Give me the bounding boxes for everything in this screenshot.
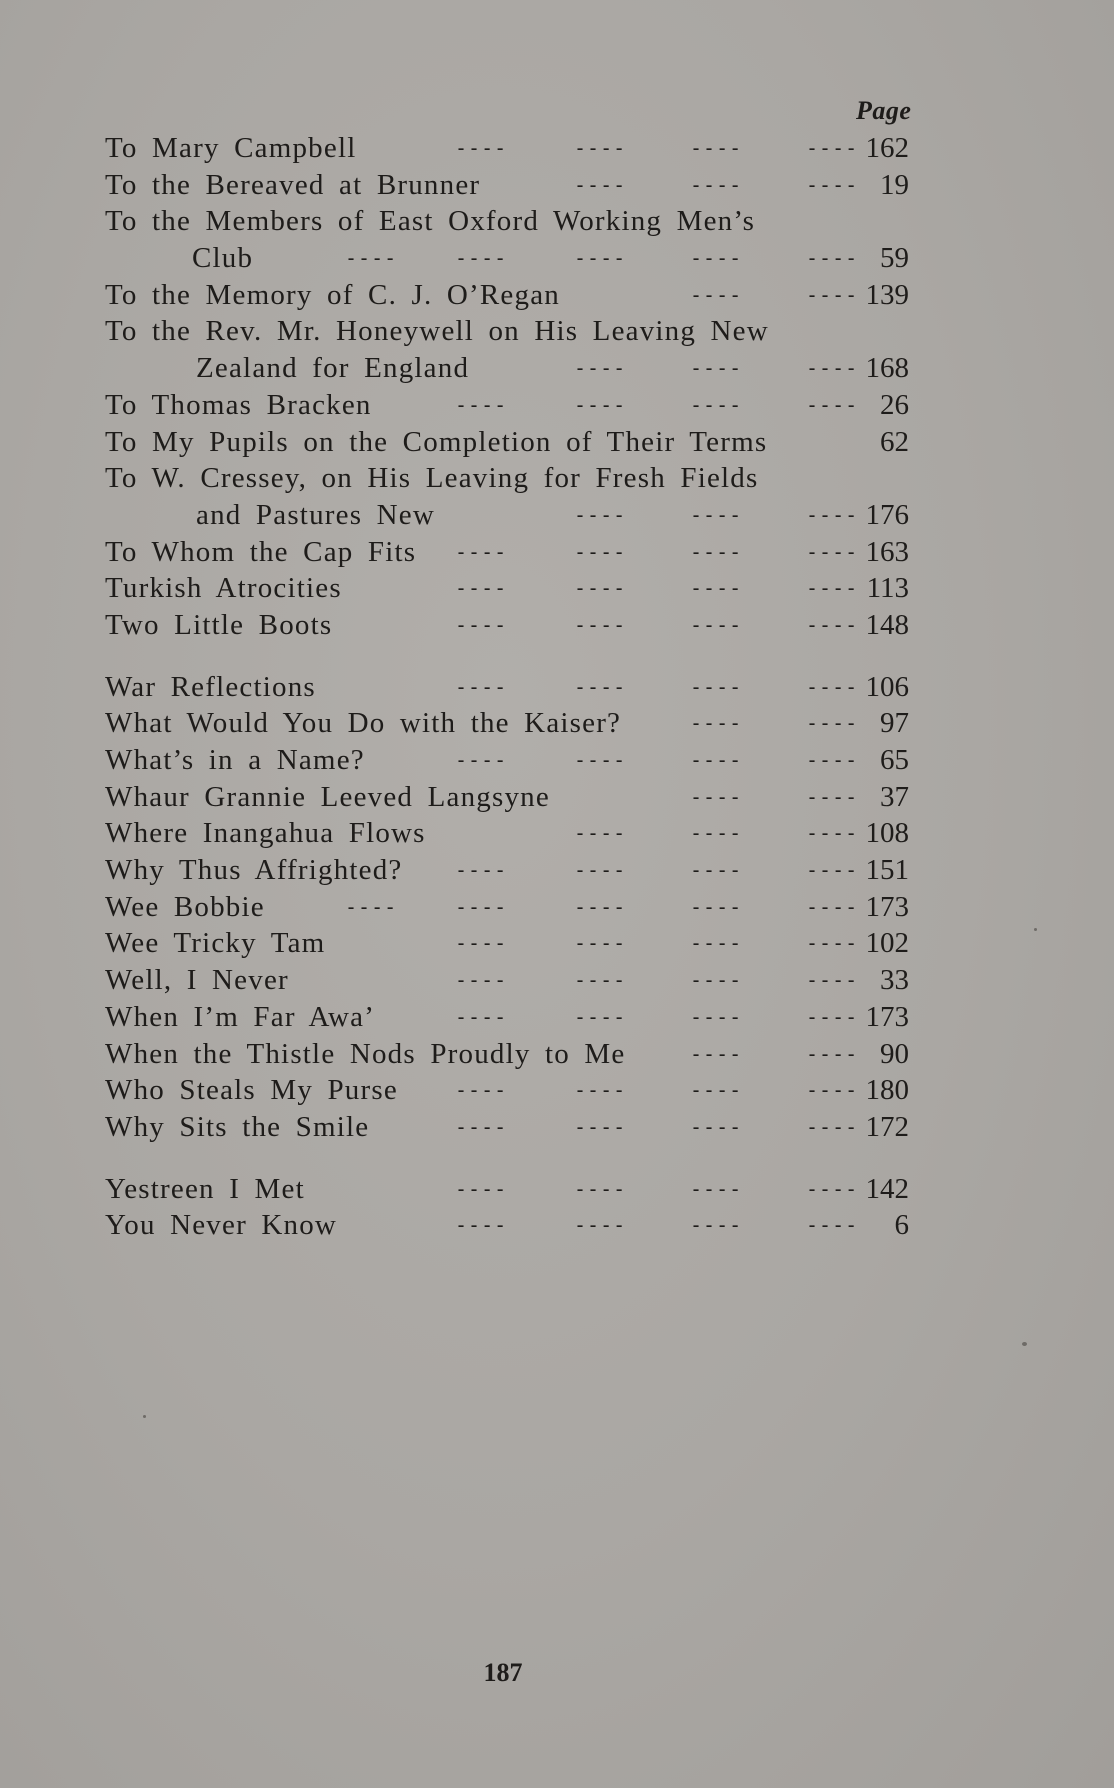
leader-dashes: ---- (574, 1176, 627, 1201)
entry-page-number: 176 (865, 498, 909, 531)
leader-dashes: ---- (455, 576, 508, 601)
leader-dashes: ---- (690, 784, 743, 809)
leader-dashes: ---- (806, 172, 859, 197)
page-number: 187 (483, 1658, 523, 1687)
index-entry (0, 1207, 1114, 1244)
leader-dashes: ---- (806, 821, 859, 846)
leader-dashes: ---- (574, 392, 627, 417)
index-entry (0, 925, 1114, 962)
leader-dashes: ---- (690, 968, 743, 993)
leader-dashes: ---- (574, 172, 627, 197)
leader-dashes: ---- (455, 674, 508, 699)
entry-title: To the Rev. Mr. Honeywell on His Leaving New (105, 315, 769, 348)
index-entry (0, 1036, 1114, 1073)
entry-page-number: 173 (865, 890, 909, 923)
leader-dashes: ---- (690, 748, 743, 772)
entry-page-number: 90 (880, 1037, 909, 1070)
leader-dashes: ---- (690, 246, 743, 271)
leader-dashes: ---- (574, 502, 627, 527)
entry-title: Whaur Grannie Leeved Langsyne (105, 780, 550, 813)
entry-title: Two Little Boots (105, 608, 333, 641)
entry-title: Turkish Atrocities (105, 572, 342, 605)
index-entry (0, 962, 1114, 999)
leader-dashes: ---- (690, 356, 743, 381)
leader-dashes: ---- (806, 356, 859, 381)
leader-dashes: ---- (574, 576, 627, 601)
entry-title: To Whom the Cap Fits (105, 535, 417, 568)
entry-title: Where Inangahua Flows (105, 817, 426, 850)
leader-dashes: ---- (806, 502, 859, 527)
leader-dashes: ---- (806, 784, 859, 809)
leader-dashes: ---- (690, 172, 743, 197)
leader-dashes: ---- (806, 576, 859, 601)
entry-title: To the Memory of C. J. O’Regan (105, 278, 560, 311)
entry-page-number: 62 (880, 425, 909, 458)
leader-dashes: ---- (806, 282, 859, 307)
entry-page-number: 142 (865, 1172, 909, 1205)
leader-dashes: ---- (455, 1114, 508, 1139)
entry-page-number: 59 (880, 242, 909, 275)
index-entry (0, 497, 1114, 534)
entry-title: Yestreen I Met (105, 1172, 305, 1205)
leader-dashes: ---- (806, 894, 859, 919)
leader-dashes: ---- (690, 1041, 743, 1066)
entry-title: What Would You Do with the Kaiser? (105, 707, 622, 740)
leader-dashes: ---- (806, 748, 859, 772)
leader-dashes: ---- (690, 1213, 743, 1238)
entry-title: What’s in a Name? (105, 744, 365, 776)
leader-dashes: ---- (806, 968, 859, 993)
leader-dashes: ---- (806, 1041, 859, 1066)
index-entry (0, 240, 1114, 277)
index-entry (0, 203, 1114, 240)
leader-dashes: ---- (690, 1176, 743, 1201)
leader-dashes: ---- (690, 1078, 743, 1103)
leader-dashes: ---- (574, 748, 627, 772)
entry-title: Who Steals My Purse (105, 1074, 398, 1107)
leader-dashes: ---- (690, 576, 743, 601)
leader-dashes: ---- (574, 1114, 627, 1139)
entry-title: To My Pupils on the Completion of Their Terms (105, 425, 768, 458)
entry-title: Wee Bobbie (105, 890, 265, 923)
entry-page-number: 19 (880, 168, 909, 201)
index-entry (0, 607, 1114, 644)
leader-dashes: ---- (690, 502, 743, 527)
leader-dashes: ---- (690, 282, 743, 307)
entry-page-number: 102 (865, 927, 909, 960)
entry-page-number: 168 (865, 352, 909, 385)
leader-dashes: ---- (574, 136, 627, 160)
leader-dashes: ---- (690, 1114, 743, 1139)
index-entry (0, 570, 1114, 607)
leader-dashes: ---- (806, 392, 859, 417)
leader-dashes: ---- (574, 246, 627, 271)
leader-dashes: ---- (455, 968, 508, 993)
leader-dashes: ---- (455, 1004, 508, 1029)
entry-page-number: 163 (865, 535, 909, 568)
entry-title: When I’m Far Awa’ (105, 1000, 376, 1033)
leader-dashes: ---- (690, 674, 743, 699)
leader-dashes: ---- (806, 931, 859, 956)
entry-title: You Never Know (105, 1209, 338, 1242)
paper-speck (143, 1415, 146, 1418)
index-entry (0, 1171, 1114, 1208)
leader-dashes: ---- (574, 1078, 627, 1103)
index-entry (0, 424, 1114, 461)
leader-dashes: ---- (455, 931, 508, 956)
leader-dashes: ---- (455, 1078, 508, 1103)
entry-title: and Pastures New (196, 498, 435, 531)
index-entry (0, 130, 1114, 167)
leader-dashes: ---- (455, 392, 508, 417)
leader-dashes: ---- (574, 858, 627, 883)
leader-dashes: ---- (806, 1114, 859, 1139)
leader-dashes: ---- (455, 1213, 508, 1238)
entry-page-number: 162 (865, 132, 909, 164)
leader-dashes: ---- (574, 894, 627, 919)
index-entry (0, 313, 1114, 350)
entry-title: To Thomas Bracken (105, 388, 372, 421)
leader-dashes: ---- (345, 246, 398, 271)
index-entry (0, 889, 1114, 926)
leader-dashes: ---- (345, 894, 398, 919)
entry-page-number: 97 (880, 707, 909, 740)
leader-dashes: ---- (574, 968, 627, 993)
leader-dashes: ---- (455, 748, 508, 772)
index-entry (0, 277, 1114, 314)
entry-title: When the Thistle Nods Proudly to Me (105, 1037, 626, 1070)
entry-title: To W. Cressey, on His Leaving for Fresh Fields (105, 462, 759, 495)
index-entry (0, 387, 1114, 424)
entry-title: Why Sits the Smile (105, 1110, 370, 1143)
index-entry (0, 999, 1114, 1036)
index-entry (0, 779, 1114, 816)
leader-dashes: ---- (455, 539, 508, 564)
index-entry (0, 460, 1114, 497)
index-entry (0, 705, 1114, 742)
leader-dashes: ---- (690, 821, 743, 846)
leader-dashes: ---- (806, 1213, 859, 1238)
entry-title: Wee Tricky Tam (105, 927, 326, 960)
index-entry (0, 742, 1114, 779)
entry-page-number: 106 (865, 670, 909, 703)
entry-page-number: 180 (865, 1074, 909, 1107)
leader-dashes: ---- (574, 1213, 627, 1238)
paper-speck (1022, 1342, 1027, 1346)
leader-dashes: ---- (806, 246, 859, 271)
entry-title: War Reflections (105, 670, 316, 703)
entry-title: Zealand for England (196, 352, 470, 385)
leader-dashes: ---- (455, 612, 508, 637)
leader-dashes: ---- (574, 674, 627, 699)
entry-page-number: 148 (865, 608, 909, 641)
entry-page-number: 6 (894, 1209, 909, 1242)
index-entry (0, 852, 1114, 889)
entry-title: To the Bereaved at Brunner (105, 168, 481, 201)
leader-dashes: ---- (806, 612, 859, 637)
entry-page-number: 139 (865, 278, 909, 311)
index-entry (0, 815, 1114, 852)
leader-dashes: ---- (806, 1176, 859, 1201)
leader-dashes: ---- (806, 674, 859, 699)
leader-dashes: ---- (690, 612, 743, 637)
leader-dashes: ---- (690, 1004, 743, 1029)
leader-dashes: ---- (806, 136, 859, 160)
index-entry (0, 167, 1114, 204)
leader-dashes: ---- (455, 1176, 508, 1201)
leader-dashes: ---- (690, 136, 743, 160)
index-entry (0, 1109, 1114, 1146)
entry-page-number: 26 (880, 388, 909, 421)
leader-dashes: ---- (574, 356, 627, 381)
leader-dashes: ---- (574, 931, 627, 956)
leader-dashes: ---- (806, 1004, 859, 1029)
page-column-header: Page (856, 96, 912, 125)
entry-title: Well, I Never (105, 964, 289, 997)
leader-dashes: ---- (806, 858, 859, 883)
leader-dashes: ---- (455, 246, 508, 271)
entry-title: To Mary Campbell (105, 132, 357, 164)
leader-dashes: ---- (455, 858, 508, 883)
leader-dashes: ---- (455, 894, 508, 919)
index-entry (0, 669, 1114, 706)
leader-dashes: ---- (690, 539, 743, 564)
entry-title: To the Members of East Oxford Working Men’s (105, 205, 756, 238)
entry-page-number: 113 (866, 572, 909, 605)
leader-dashes: ---- (574, 612, 627, 637)
entry-page-number: 108 (865, 817, 909, 850)
leader-dashes: ---- (574, 539, 627, 564)
index-list (0, 130, 1114, 1244)
leader-dashes: ---- (806, 711, 859, 736)
entry-page-number: 65 (880, 744, 909, 776)
paper-speck (1034, 928, 1037, 931)
leader-dashes: ---- (690, 858, 743, 883)
leader-dashes: ---- (690, 894, 743, 919)
index-entry (0, 1072, 1114, 1109)
leader-dashes: ---- (574, 1004, 627, 1029)
leader-dashes: ---- (690, 931, 743, 956)
entry-title: Club (192, 242, 254, 275)
leader-dashes: ---- (806, 539, 859, 564)
index-entry (0, 350, 1114, 387)
leader-dashes: ---- (574, 821, 627, 846)
leader-dashes: ---- (690, 392, 743, 417)
leader-dashes: ---- (690, 711, 743, 736)
entry-title: Why Thus Affrighted? (105, 854, 403, 887)
entry-page-number: 173 (865, 1000, 909, 1033)
entry-page-number: 33 (880, 964, 909, 997)
entry-page-number: 172 (865, 1110, 909, 1143)
entry-page-number: 37 (880, 780, 909, 813)
leader-dashes: ---- (806, 1078, 859, 1103)
index-entry (0, 534, 1114, 571)
entry-page-number: 151 (865, 854, 909, 887)
leader-dashes: ---- (455, 136, 508, 160)
